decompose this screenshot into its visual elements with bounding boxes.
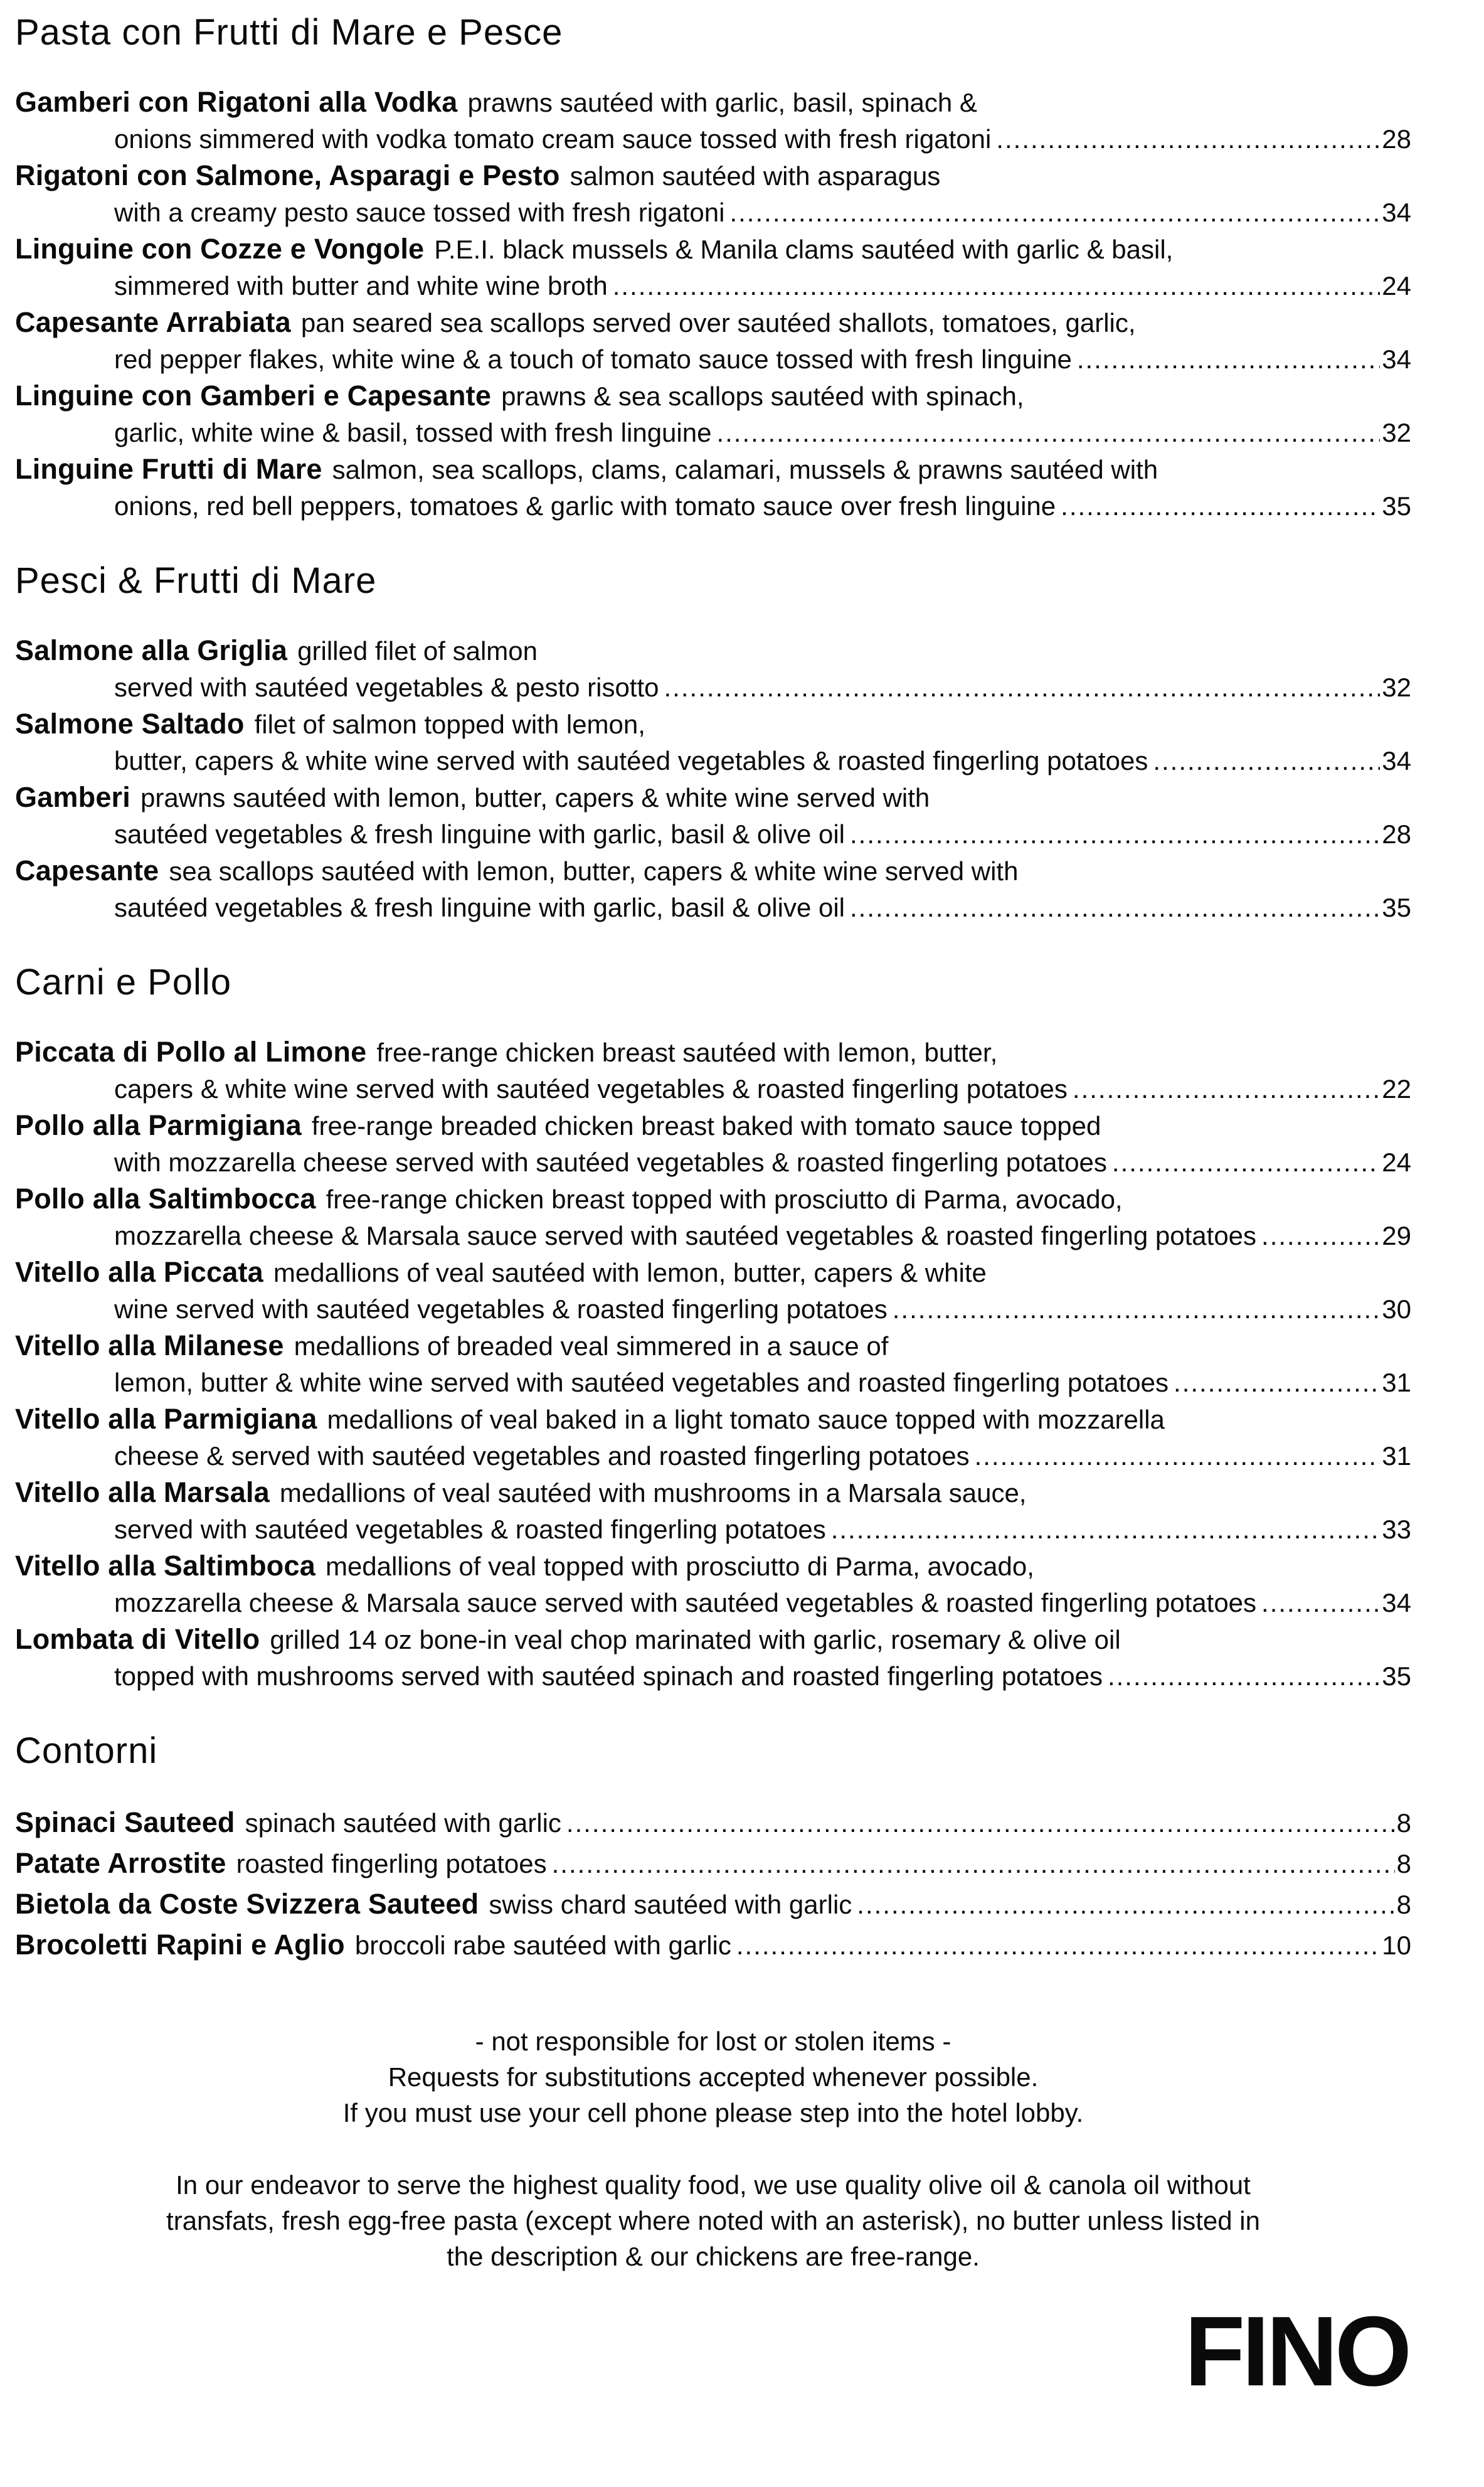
item-price: 34	[1382, 1588, 1411, 1617]
item-name: Rigatoni con Salmone, Asparagi e Pesto	[15, 159, 560, 191]
item-price: 10	[1382, 1930, 1411, 1960]
dot-leader	[893, 1291, 1381, 1328]
item-line-2	[15, 1511, 1411, 1548]
menu-section	[15, 558, 1411, 926]
item-line-1	[15, 1328, 1411, 1365]
menu-item	[15, 1181, 1411, 1254]
item-price: 32	[1382, 673, 1411, 702]
item-line-2	[15, 341, 1411, 378]
item-line-2	[15, 1438, 1411, 1474]
section-title: Pasta con Frutti di Mare e Pesce	[15, 12, 563, 53]
item-price: 24	[1382, 271, 1411, 301]
menu-item	[15, 1621, 1411, 1695]
menu-item	[15, 1254, 1411, 1328]
item-description: grilled 14 oz bone-in veal chop marinated with garlic, rosemary & olive oil	[270, 1625, 1121, 1654]
item-name: Linguine con Gamberi e Capesante	[15, 380, 492, 412]
dot-leader	[1153, 743, 1380, 779]
item-description: free-range chicken breast sautéed with lemon, butter,	[376, 1038, 998, 1067]
item-price: 34	[1382, 746, 1411, 775]
menu-item	[15, 157, 1411, 231]
item-description-cont: served with sautéed vegetables & pesto risotto	[114, 673, 659, 702]
item-price: 28	[1382, 124, 1411, 154]
item-name: Vitello alla Saltimboca	[15, 1550, 315, 1582]
item-description: filet of salmon topped with lemon,	[254, 710, 645, 739]
item-line-1	[15, 1621, 1411, 1658]
section-title: Contorni	[15, 1730, 158, 1771]
item-description-cont: garlic, white wine & basil, tossed with fresh linguine	[114, 418, 712, 447]
item-description-cont: served with sautéed vegetables & roasted fingerling potatoes	[114, 1515, 826, 1544]
item-name: Vitello alla Parmigiana	[15, 1403, 317, 1435]
item-name: Linguine con Cozze e Vongole	[15, 233, 425, 265]
menu-section	[15, 10, 1411, 525]
dot-leader	[975, 1438, 1381, 1474]
item-price: 29	[1382, 1221, 1411, 1250]
item-line-1	[15, 1034, 1411, 1071]
item-line-1	[15, 1474, 1411, 1511]
item-description-cont: onions simmered with vodka tomato cream sauce tossed with fresh rigatoni	[114, 124, 992, 154]
item-name: Patate Arrostite	[15, 1847, 226, 1879]
item-price: 34	[1382, 198, 1411, 227]
menu-item	[15, 1843, 1411, 1884]
item-price: 34	[1382, 344, 1411, 374]
dot-leader	[716, 415, 1380, 451]
menu-item	[15, 1401, 1411, 1474]
menu-item	[15, 304, 1411, 378]
item-description: roasted fingerling potatoes	[236, 1849, 547, 1878]
item-description: prawns sautéed with lemon, butter, capers & white wine served with	[140, 783, 930, 812]
item-description-cont: wine served with sautéed vegetables & roasted fingerling potatoes	[114, 1294, 888, 1324]
item-description-cont: capers & white wine served with sautéed vegetables & roasted fingerling potatoes	[114, 1074, 1068, 1104]
dot-leader	[850, 816, 1380, 853]
item-price: 24	[1382, 1148, 1411, 1177]
item-description-cont: lemon, butter & white wine served with sautéed vegetables and roasted fingerling potatoes	[114, 1368, 1169, 1397]
item-description-cont: cheese & served with sautéed vegetables and roasted fingerling potatoes	[114, 1441, 970, 1471]
item-description: sea scallops sautéed with lemon, butter, capers & white wine served with	[169, 856, 1019, 886]
menu-item	[15, 706, 1411, 779]
notices	[15, 2023, 1411, 2131]
menu-item	[15, 853, 1411, 926]
item-line-2	[15, 890, 1411, 926]
dot-leader	[857, 1885, 1394, 1925]
dot-leader	[1261, 1218, 1380, 1254]
dot-leader	[996, 121, 1380, 157]
item-line-1	[15, 378, 1411, 415]
quality-note-line: the description & our chickens are free-range.	[447, 2242, 980, 2271]
item-line-2	[15, 743, 1411, 779]
item-description: medallions of veal topped with prosciutto di Parma, avocado,	[325, 1552, 1034, 1581]
menu-item	[15, 1034, 1411, 1107]
item-line-1	[15, 779, 1411, 816]
item-name: Salmone Saltado	[15, 708, 245, 740]
item-name: Lombata di Vitello	[15, 1623, 260, 1655]
item-line-1	[15, 1107, 1411, 1144]
menu-item	[15, 1328, 1411, 1401]
item-line-1	[15, 1548, 1411, 1585]
menu-section	[15, 960, 1411, 1695]
dot-leader	[1073, 1071, 1380, 1107]
item-line-1	[15, 1884, 1411, 1925]
item-name: Pollo alla Parmigiana	[15, 1109, 302, 1141]
section-title: Carni e Pollo	[15, 962, 232, 1003]
dot-leader	[831, 1511, 1381, 1548]
section-title: Pesci & Frutti di Mare	[15, 560, 377, 601]
menu-item	[15, 1107, 1411, 1181]
notice-line: Requests for substitutions accepted whenever possible.	[388, 2062, 1039, 2092]
notice-line: If you must use your cell phone please step into the hotel lobby.	[342, 2098, 1084, 2128]
item-price: 8	[1396, 1890, 1411, 1919]
item-price: 8	[1396, 1849, 1411, 1878]
item-name: Bietola da Coste Svizzera Sauteed	[15, 1888, 479, 1920]
menu-item	[15, 231, 1411, 304]
item-price: 30	[1382, 1294, 1411, 1324]
menu-item	[15, 1803, 1411, 1843]
menu-item	[15, 779, 1411, 853]
item-description: grilled filet of salmon	[297, 636, 538, 666]
item-price: 32	[1382, 418, 1411, 447]
item-name: Piccata di Pollo al Limone	[15, 1036, 367, 1068]
menu-item	[15, 378, 1411, 451]
item-name: Gamberi con Rigatoni alla Vodka	[15, 86, 458, 118]
item-description-cont: onions, red bell peppers, tomatoes & garlic with tomato sauce over fresh linguine	[114, 491, 1056, 521]
item-price: 28	[1382, 819, 1411, 849]
item-line-2	[15, 816, 1411, 853]
item-description: prawns & sea scallops sautéed with spinach,	[501, 381, 1024, 411]
item-name: Brocoletti Rapini e Aglio	[15, 1929, 345, 1961]
dot-leader	[850, 890, 1380, 926]
item-line-2	[15, 488, 1411, 525]
menu-item	[15, 1925, 1411, 1966]
item-line-2	[15, 1218, 1411, 1254]
item-line-2	[15, 1585, 1411, 1621]
dot-leader	[613, 268, 1381, 304]
item-line-1	[15, 632, 1411, 669]
item-description: medallions of breaded veal simmered in a sauce of	[294, 1331, 889, 1361]
item-description: medallions of veal baked in a light tomato sauce topped with mozzarella	[327, 1405, 1165, 1434]
item-line-1	[15, 853, 1411, 890]
item-line-2	[15, 669, 1411, 706]
quality-note	[15, 2167, 1411, 2274]
dot-leader	[1112, 1144, 1380, 1181]
menu-item	[15, 451, 1411, 525]
item-price: 31	[1382, 1441, 1411, 1471]
menu-sections	[15, 10, 1411, 1966]
item-description: medallions of veal sautéed with lemon, butter, capers & white	[273, 1258, 987, 1287]
item-line-2	[15, 415, 1411, 451]
item-description-cont: red pepper flakes, white wine & a touch of tomato sauce tossed with fresh linguine	[114, 344, 1072, 374]
notice-line: - not responsible for lost or stolen items -	[475, 2026, 951, 2056]
item-description: swiss chard sautéed with garlic	[489, 1890, 852, 1919]
item-description-cont: sautéed vegetables & fresh linguine with garlic, basil & olive oil	[114, 893, 845, 922]
menu-item	[15, 1548, 1411, 1621]
item-line-1	[15, 1181, 1411, 1218]
item-line-1	[15, 84, 1411, 121]
item-description: spinach sautéed with garlic	[245, 1808, 561, 1838]
item-line-1	[15, 1401, 1411, 1438]
dot-leader	[1174, 1365, 1380, 1401]
item-line-2	[15, 1291, 1411, 1328]
item-description: pan seared sea scallops served over sautéed shallots, tomatoes, garlic,	[300, 308, 1136, 338]
menu-item	[15, 84, 1411, 157]
item-name: Linguine Frutti di Mare	[15, 453, 322, 485]
item-price: 33	[1382, 1515, 1411, 1544]
item-description-cont: butter, capers & white wine served with sautéed vegetables & roasted fingerling potatoes	[114, 746, 1148, 775]
item-line-1	[15, 231, 1411, 268]
item-line-2	[15, 268, 1411, 304]
item-name: Vitello alla Piccata	[15, 1256, 263, 1288]
item-price: 22	[1382, 1074, 1411, 1104]
item-name: Vitello alla Marsala	[15, 1476, 270, 1508]
dot-leader	[664, 669, 1381, 706]
item-line-2	[15, 1071, 1411, 1107]
item-price: 31	[1382, 1368, 1411, 1397]
dot-leader	[552, 1844, 1395, 1884]
item-name: Vitello alla Milanese	[15, 1329, 284, 1361]
item-price: 35	[1382, 893, 1411, 922]
item-description: salmon, sea scallops, clams, calamari, mussels & prawns sautéed with	[332, 455, 1158, 484]
item-description: free-range breaded chicken breast baked with tomato sauce topped	[311, 1111, 1101, 1141]
item-description: P.E.I. black mussels & Manila clams sautéed with garlic & basil,	[434, 235, 1174, 264]
item-description-cont: sautéed vegetables & fresh linguine with garlic, basil & olive oil	[114, 819, 845, 849]
item-description: broccoli rabe sautéed with garlic	[354, 1930, 731, 1960]
item-description-cont: with mozzarella cheese served with sautéed vegetables & roasted fingerling potatoes	[114, 1148, 1107, 1177]
item-description: medallions of veal sautéed with mushrooms in a Marsala sauce,	[279, 1478, 1027, 1508]
dot-leader	[1061, 488, 1380, 525]
item-name: Capesante Arrabiata	[15, 306, 291, 338]
item-name: Spinaci Sauteed	[15, 1806, 235, 1838]
item-name: Pollo alla Saltimbocca	[15, 1183, 316, 1215]
item-line-1	[15, 1803, 1411, 1843]
menu-item	[15, 632, 1411, 706]
dot-leader	[736, 1925, 1380, 1966]
dot-leader	[729, 194, 1380, 231]
item-description: salmon sautéed with asparagus	[570, 161, 941, 191]
item-description: prawns sautéed with garlic, basil, spinach &	[467, 88, 977, 117]
menu-item	[15, 1474, 1411, 1548]
item-line-2	[15, 1365, 1411, 1401]
item-price: 8	[1396, 1808, 1411, 1838]
item-line-1	[15, 1925, 1411, 1966]
item-description: free-range chicken breast topped with prosciutto di Parma, avocado,	[326, 1185, 1123, 1214]
quality-note-line: In our endeavor to serve the highest quality food, we use quality olive oil & canola oil without	[176, 2170, 1251, 2200]
item-description-cont: mozzarella cheese & Marsala sauce served with sautéed vegetables & roasted fingerling potatoes	[114, 1221, 1257, 1250]
dot-leader	[1077, 341, 1380, 378]
item-line-2	[15, 1658, 1411, 1695]
item-description-cont: mozzarella cheese & Marsala sauce served with sautéed vegetables & roasted fingerling potatoes	[114, 1588, 1257, 1617]
restaurant-logo: FINO	[1184, 2296, 1409, 2407]
item-description-cont: topped with mushrooms served with sautéed spinach and roasted fingerling potatoes	[114, 1661, 1103, 1691]
item-description-cont: with a creamy pesto sauce tossed with fresh rigatoni	[114, 198, 725, 227]
item-name: Gamberi	[15, 781, 130, 813]
item-line-1	[15, 304, 1411, 341]
item-line-1	[15, 1254, 1411, 1291]
item-line-1	[15, 451, 1411, 488]
item-line-2	[15, 194, 1411, 231]
menu-section	[15, 1728, 1411, 1966]
item-name: Capesante	[15, 855, 159, 887]
item-line-1	[15, 157, 1411, 194]
item-line-1	[15, 706, 1411, 743]
item-price: 35	[1382, 491, 1411, 521]
dot-leader	[566, 1803, 1395, 1843]
quality-note-line: transfats, fresh egg-free pasta (except where noted with an asterisk), no butter unless listed in	[166, 2206, 1260, 2235]
item-price: 35	[1382, 1661, 1411, 1691]
dot-leader	[1108, 1658, 1380, 1695]
menu-item	[15, 1884, 1411, 1925]
item-description-cont: simmered with butter and white wine broth	[114, 271, 608, 301]
item-line-2	[15, 121, 1411, 157]
item-line-1	[15, 1843, 1411, 1884]
dot-leader	[1261, 1585, 1380, 1621]
item-name: Salmone alla Griglia	[15, 634, 288, 666]
item-line-2	[15, 1144, 1411, 1181]
